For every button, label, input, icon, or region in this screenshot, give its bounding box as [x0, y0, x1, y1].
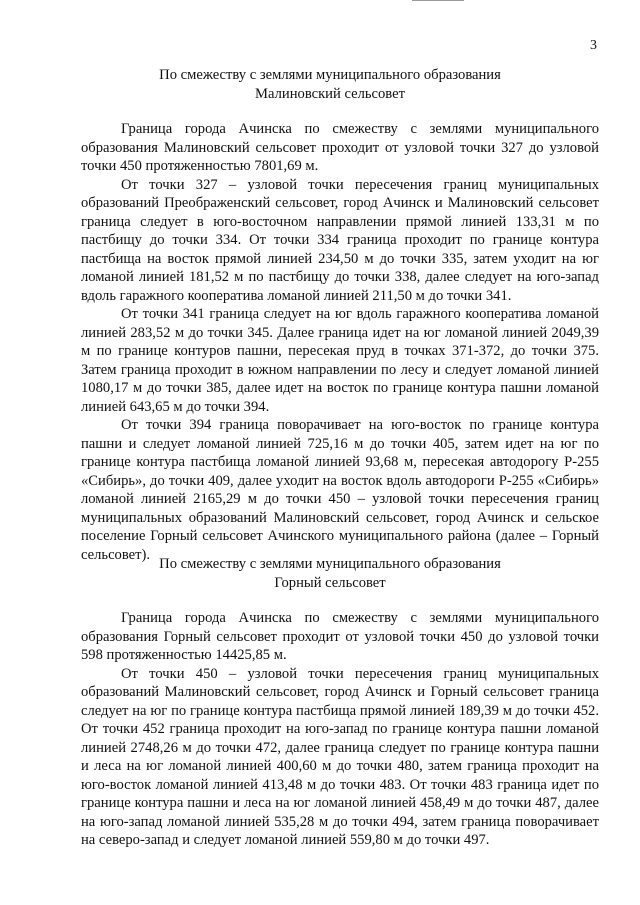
section-body-malinovsky: [81, 120, 599, 564]
page-number: 3: [590, 38, 597, 53]
section-title-malinovsky: [81, 66, 579, 103]
section-title-line: По смежеству с землями муниципального образования: [159, 67, 501, 83]
paragraph: От точки 394 граница поворачивает на юго-восток по границе контура пашни и следует ломаной линией 725,16 м до точки 405, затем идет на юг по границе контура пастбища ломаной линией 93,68 м, пересекая автодорогу Р-255 «Сибирь», до точки 409, далее уходит на восток вдоль автодороги Р-255 «Сибирь» ломаной линией 2165,29 м до точки 450 – узловой точки пересечения границ муниципальных образований Малиновский сельсовет, город Ачинск и сельское поселение Горный сельсовет Ачинского муниципального района (далее – Горный сельсовет).: [81, 417, 599, 563]
section-title-line: Горный сельсовет: [274, 574, 386, 591]
paragraph: Граница города Ачинска по смежеству с землями муниципального образования Малиновский сельсовет проходит от узловой точки 327 до узловой точки 450 протяженностью 7801,69 м.: [81, 121, 599, 174]
paragraph: Граница города Ачинска по смежеству с землями муниципального образования Горный сельсовет проходит от узловой точки 450 до узловой точки 598 протяженностью 14425,85 м.: [81, 610, 599, 663]
section-title-line: Малиновский сельсовет: [255, 85, 405, 102]
paragraph: От точки 450 – узловой точки пересечения границ муниципальных образований Малиновский сельсовет, город Ачинск и Горный сельсовет граница следует на юг по границе контура пастбища прямой линией 189,39 м до точки 452. От точки 452 граница проходит на юго-запад по границе контура пашни ломаной линией 2748,26 м до точки 472, далее граница следует по границе контура пашни и леса на юг ломаной линией 400,60 м до точки 480, затем граница проходит на юго-восток ломаной линией 413,48 м до точки 483. От точки 483 граница идет по границе контура пашни и леса на юг ломаной линией 458,49 м до точки 487, далее на юго-запад ломаной линией 535,28 м до точки 494, затем граница поворачивает на северо-запад и следует ломаной линией 559,80 м до точки 497.: [81, 665, 599, 848]
top-rule: [412, 0, 464, 1]
paragraph: От точки 341 граница следует на юг вдоль гаражного кооператива ломаной линией 283,52 м до точки 345. Далее граница идет на юг ломаной линией 2049,39 м по границе контуров пашни, пересекая пруд в точках 371-372, до точки 375. Затем граница проходит в южном направлении по лесу и следует ломаной линией 1080,17 м до точки 385, далее идет на восток по границе контура пашни ломаной линией 643,65 м до точки 394.: [81, 306, 599, 415]
paragraph: От точки 327 – узловой точки пересечения границ муниципальных образований Преображенский сельсовет, город Ачинск и Малиновский сельсовет граница следует в юго-восточном направлении прямой линией 133,31 м по пастбищу до точки 334. От точки 334 граница проходит по границе контура пастбища на восток прямой линией 234,50 м до точки 335, затем уходит на юг ломаной линией 181,52 м по пастбищу до точки 338, далее следует на юго-запад вдоль гаражного кооператива ломаной линией 211,50 м до точки 341.: [81, 176, 599, 304]
section-title-line: По смежеству с землями муниципального образования: [159, 556, 501, 572]
section-body-gorny: [81, 609, 599, 850]
section-title-gorny: [81, 555, 579, 592]
